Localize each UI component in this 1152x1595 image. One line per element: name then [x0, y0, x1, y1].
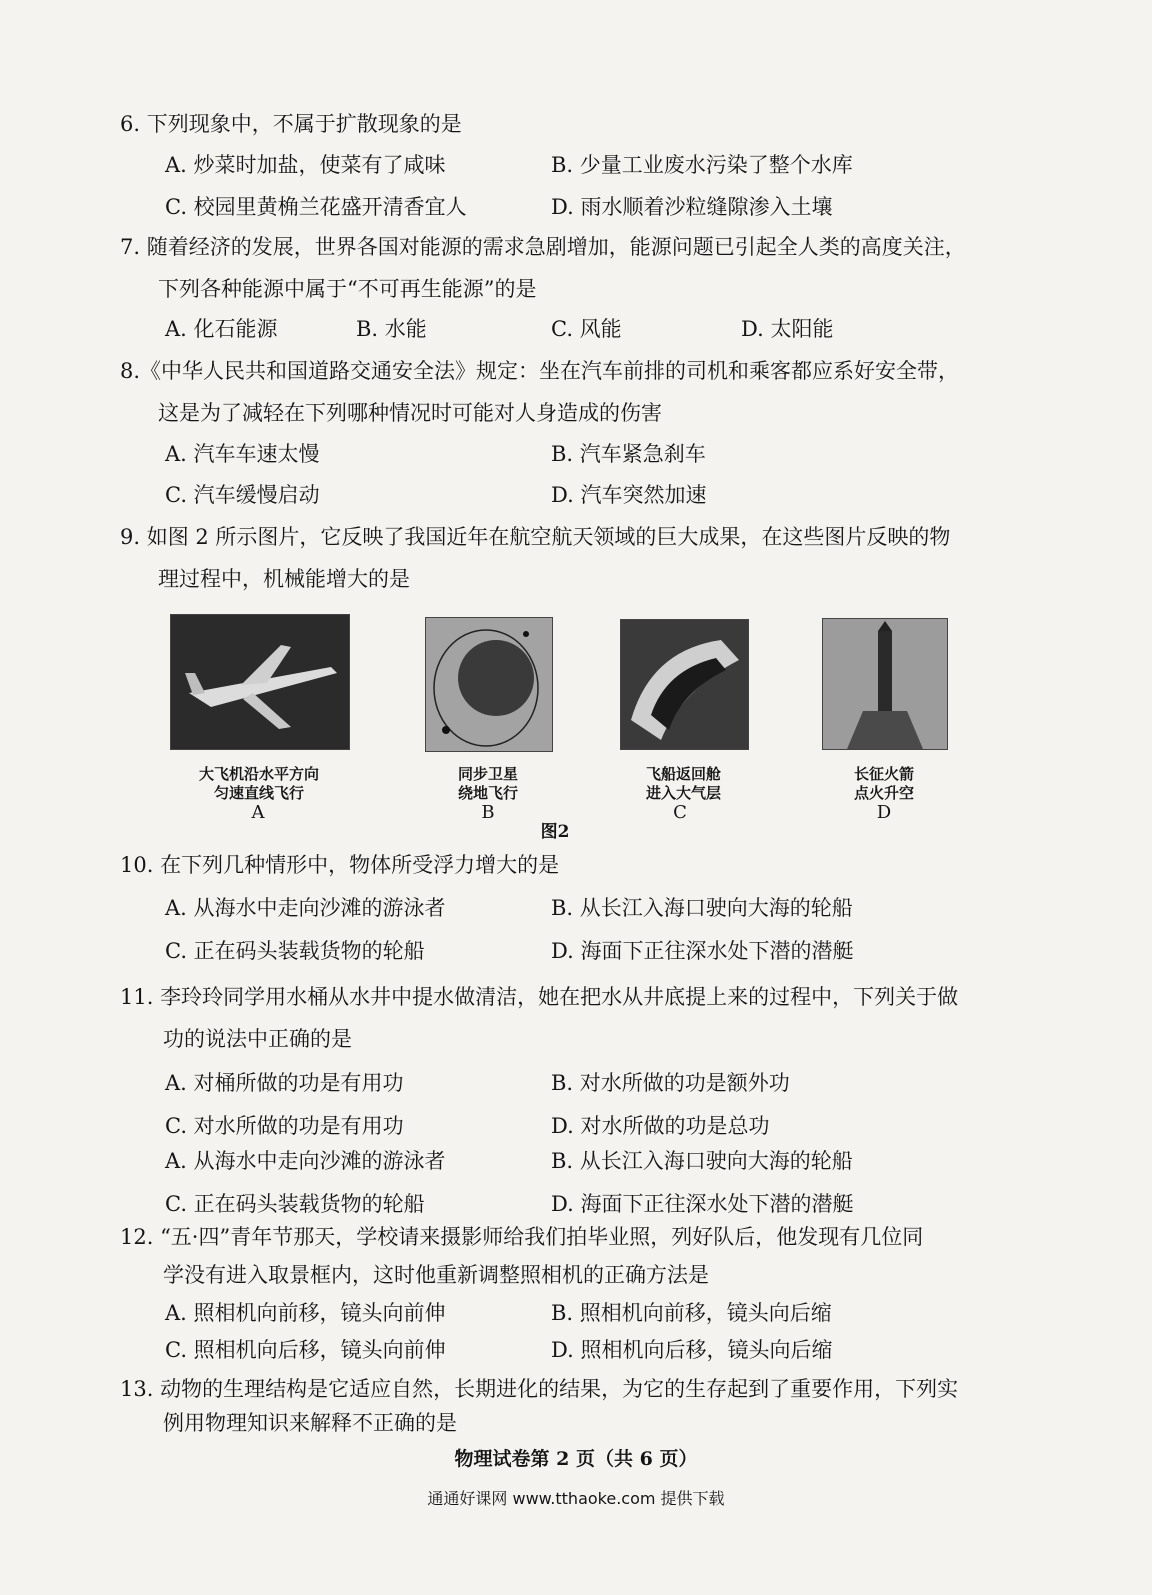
- airplane-icon: [171, 615, 349, 749]
- q6-option-c: C. 校园里黄桷兰花盛开清香宜人: [165, 195, 467, 219]
- figure-d-letter: D: [876, 802, 892, 823]
- q11-option-a: A. 对桶所做的功是有用功: [165, 1071, 404, 1095]
- figure-b-letter: B: [481, 802, 495, 823]
- figure-d-caption-line1: 长征火箭: [853, 765, 914, 783]
- figure-d-caption-line2: 点火升空: [853, 784, 914, 802]
- q12-option-a: A. 照相机向前移，镜头向前伸: [165, 1301, 446, 1325]
- q9-stem-line1: 9. 如图 2 所示图片，它反映了我国近年在航空航天领域的巨大成果，在这些图片反映的物: [120, 525, 951, 549]
- q6-option-d: D. 雨水顺着沙粒缝隙渗入土壤: [551, 195, 833, 219]
- q8-option-c: C. 汽车缓慢启动: [165, 483, 320, 507]
- q9-stem-line2: 理过程中，机械能增大的是: [158, 567, 410, 591]
- reentry-capsule-icon: [621, 620, 748, 749]
- figure-satellite: [425, 617, 553, 752]
- q8-option-d: D. 汽车突然加速: [551, 483, 707, 507]
- q13-stem-line2: 例用物理知识来解释不正确的是: [163, 1411, 457, 1435]
- q11-option-a-repeat: A. 从海水中走向沙滩的游泳者: [165, 1149, 446, 1173]
- q12-option-c: C. 照相机向后移，镜头向前伸: [165, 1338, 446, 1362]
- q13-stem-line1: 13. 动物的生理结构是它适应自然，长期进化的结果，为它的生存起到了重要作用，下列实: [120, 1377, 959, 1401]
- rocket-launch-icon: [823, 619, 947, 749]
- q11-stem-line1: 11. 李玲玲同学用水桶从水井中提水做清洁，她在把水从井底提上来的过程中，下列关于做: [120, 985, 959, 1009]
- q8-option-b: B. 汽车紧急刹车: [551, 442, 706, 466]
- page-footer: 物理试卷第 2 页（共 6 页）: [454, 1448, 698, 1470]
- q10-option-a: A. 从海水中走向沙滩的游泳者: [165, 896, 446, 920]
- q10-option-c: C. 正在码头装载货物的轮船: [165, 939, 425, 963]
- q10-option-b: B. 从长江入海口驶向大海的轮船: [551, 896, 853, 920]
- figure-rocket: [822, 618, 948, 750]
- q11-option-c-repeat: C. 正在码头装载货物的轮船: [165, 1192, 425, 1216]
- q12-stem-line1: 12. “五·四”青年节那天，学校请来摄影师给我们拍毕业照，列好队后，他发现有几位同: [120, 1225, 924, 1249]
- figure-c-caption-line1: 飞船返回舱: [645, 765, 721, 783]
- q11-option-d: D. 对水所做的功是总功: [551, 1114, 770, 1138]
- figure-b-caption-line2: 绕地飞行: [457, 784, 518, 802]
- figure-a-caption-line1: 大飞机沿水平方向: [198, 765, 319, 783]
- figure-a-letter: A: [251, 802, 265, 823]
- figure-airplane: [170, 614, 350, 750]
- q7-option-c: C. 风能: [551, 317, 622, 341]
- satellite-orbit-icon: [426, 618, 552, 751]
- download-credit: 通通好课网 www.tthaoke.com 提供下载: [427, 1489, 725, 1508]
- q8-stem-line2: 这是为了减轻在下列哪种情况时可能对人身造成的伤害: [158, 401, 662, 425]
- q10-option-d: D. 海面下正往深水处下潜的潜艇: [551, 939, 854, 963]
- q6-option-b: B. 少量工业废水污染了整个水库: [551, 153, 853, 177]
- q7-option-b: B. 水能: [356, 317, 427, 341]
- figure-capsule: [620, 619, 749, 750]
- q11-option-c: C. 对水所做的功是有用功: [165, 1114, 404, 1138]
- q8-option-a: A. 汽车车速太慢: [165, 442, 320, 466]
- figure-a-caption-line2: 匀速直线飞行: [213, 784, 304, 802]
- q8-stem-line1: 8.《中华人民共和国道路交通安全法》规定：坐在汽车前排的司机和乘客都应系好安全带，: [120, 359, 960, 383]
- q11-stem-line2: 功的说法中正确的是: [163, 1027, 352, 1051]
- q12-option-d: D. 照相机向后移，镜头向后缩: [551, 1338, 833, 1362]
- q11-option-b-repeat: B. 从长江入海口驶向大海的轮船: [551, 1149, 853, 1173]
- q7-option-a: A. 化石能源: [165, 317, 278, 341]
- q11-option-d-repeat: D. 海面下正往深水处下潜的潜艇: [551, 1192, 854, 1216]
- figure-c-letter: C: [673, 802, 687, 823]
- q6-option-a: A. 炒菜时加盐，使菜有了咸味: [165, 153, 446, 177]
- q6-stem: 6. 下列现象中，不属于扩散现象的是: [120, 112, 462, 136]
- q12-option-b: B. 照相机向前移，镜头向后缩: [551, 1301, 832, 1325]
- figure-c-caption-line2: 进入大气层: [645, 784, 721, 802]
- figure-title: 图2: [540, 822, 570, 842]
- q12-stem-line2: 学没有进入取景框内，这时他重新调整照相机的正确方法是: [163, 1263, 709, 1287]
- q11-option-b: B. 对水所做的功是额外功: [551, 1071, 790, 1095]
- q7-option-d: D. 太阳能: [741, 317, 834, 341]
- figure-b-caption-line1: 同步卫星: [457, 765, 518, 783]
- q10-stem: 10. 在下列几种情形中，物体所受浮力增大的是: [120, 853, 560, 877]
- q7-stem-line2: 下列各种能源中属于“不可再生能源”的是: [158, 277, 537, 301]
- q7-stem-line1: 7. 随着经济的发展，世界各国对能源的需求急剧增加，能源问题已引起全人类的高度关注，: [120, 235, 966, 259]
